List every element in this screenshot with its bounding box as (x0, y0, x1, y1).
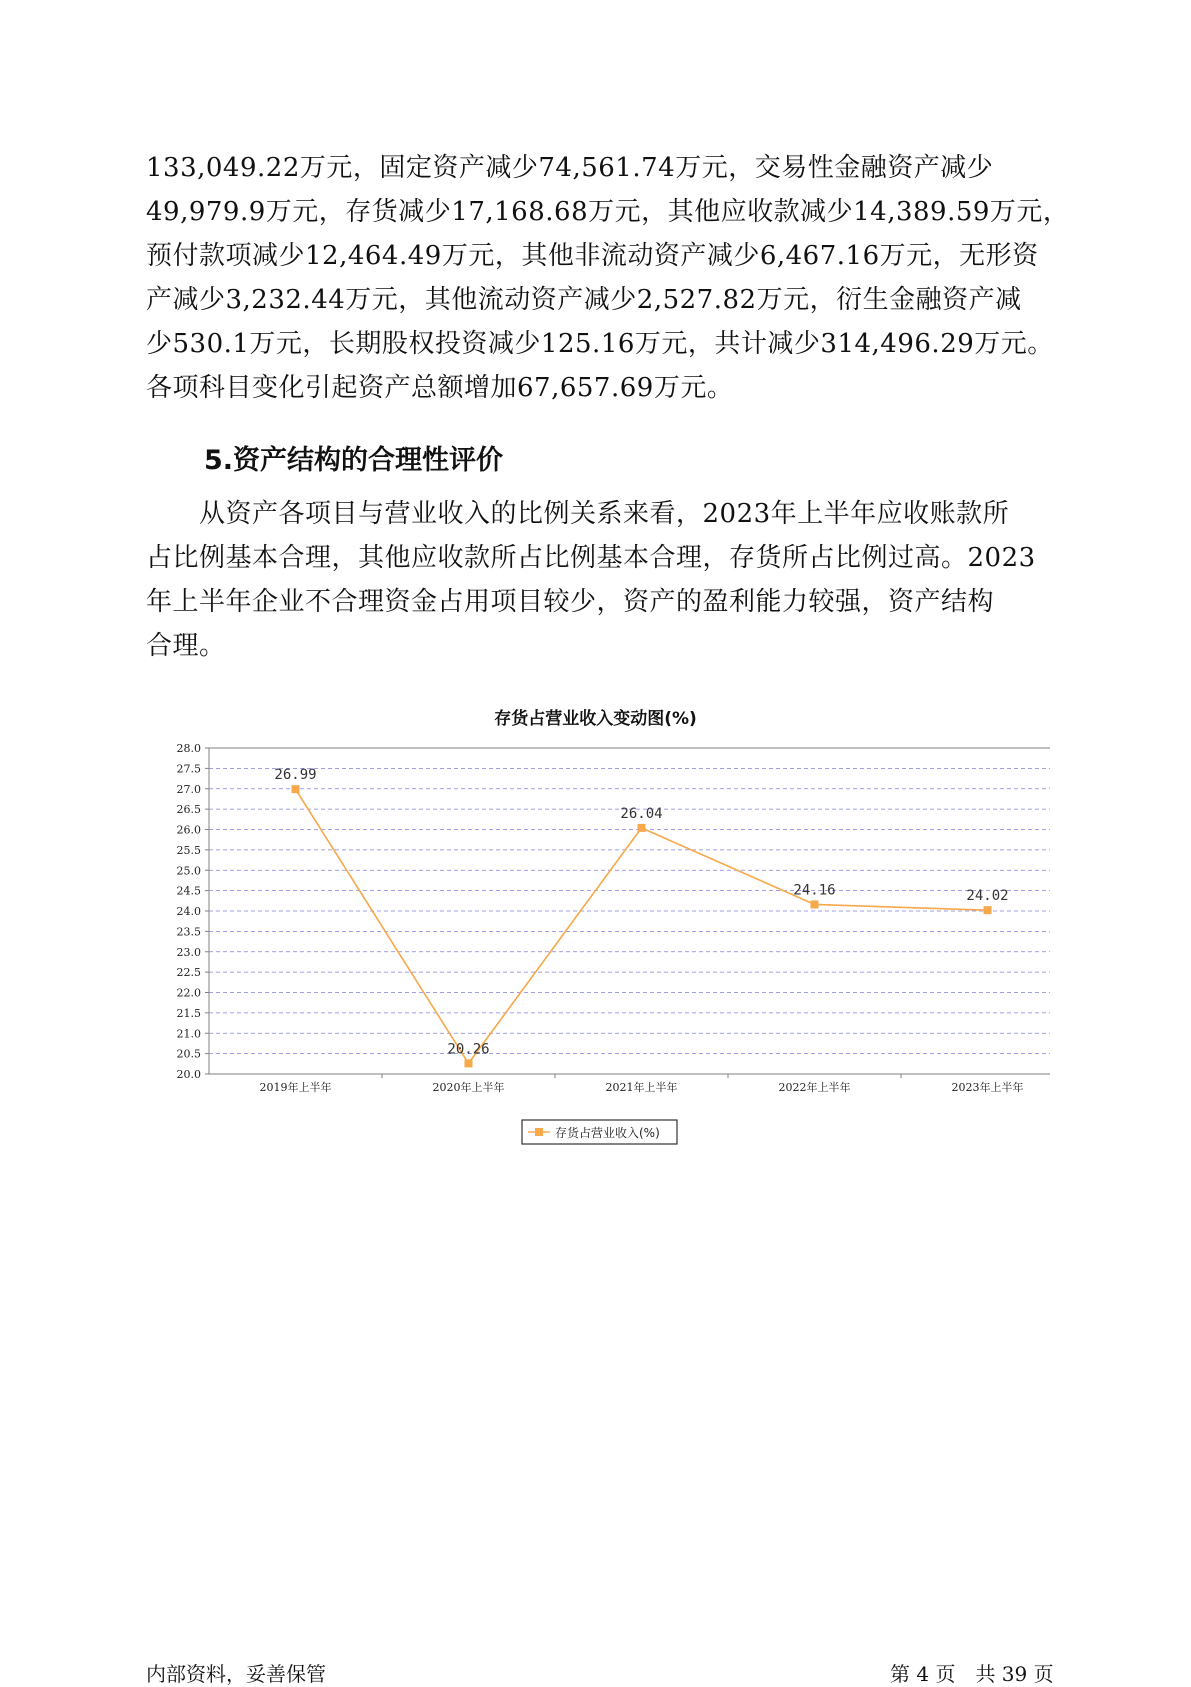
y-tick-label: 22.0 (176, 986, 201, 1000)
footer-page-number: 第 4 页 共 39 页 (890, 1662, 1054, 1686)
data-label: 24.02 (966, 888, 1009, 905)
text-line: 49,979.9万元，存货减少17,168.68万元，其他应收款减少14,389.59万元， (146, 197, 1070, 227)
legend-label: 存货占营业收入(%) (555, 1126, 660, 1140)
text-line: 少530.1万元，长期股权投资减少125.16万元，共计减少314,496.29万元。 (146, 329, 1054, 359)
x-tick-label: 2019年上半年 (259, 1081, 332, 1094)
text-line: 133,049.22万元，固定资产减少74,561.74万元，交易性金融资产减少 (146, 153, 994, 183)
text-line: 合理。 (146, 631, 226, 661)
y-tick-label: 23.0 (176, 945, 201, 959)
text-line: 从资产各项目与营业收入的比例关系来看，2023年上半年应收账款所 (146, 499, 1010, 529)
text-line: 各项科目变化引起资产总额增加67,657.69万元。 (146, 373, 734, 403)
x-tick-label: 2021年上半年 (605, 1081, 678, 1094)
data-point (811, 900, 819, 908)
data-point (638, 824, 646, 832)
paragraph-asset-changes (146, 146, 1070, 410)
y-tick-label: 27.5 (176, 762, 201, 776)
y-tick-label: 25.5 (176, 843, 201, 857)
chart-title: 存货占营业收入变动图(%) (494, 709, 697, 729)
text-line: 占比例基本合理，其他应收款所占比例基本合理，存货所占比例过高。2023 (146, 543, 1036, 573)
data-label: 26.04 (620, 805, 663, 822)
data-label: 24.16 (793, 882, 836, 899)
text-line: 产减少3,232.44万元，其他流动资产减少2,527.82万元，衍生金融资产减 (146, 285, 1022, 315)
x-tick-label: 2022年上半年 (778, 1081, 851, 1094)
y-tick-label: 26.0 (176, 823, 201, 837)
y-tick-label: 20.0 (176, 1068, 201, 1081)
y-tick-label: 26.5 (176, 803, 201, 817)
y-tick-label: 27.0 (176, 782, 201, 796)
data-label: 26.99 (274, 767, 317, 784)
section-heading: 5.资产结构的合理性评价 (204, 445, 504, 476)
y-tick-label: 28.0 (176, 742, 201, 755)
data-point (984, 906, 992, 914)
y-tick-label: 24.5 (176, 884, 201, 898)
y-tick-label: 20.5 (176, 1047, 201, 1061)
x-tick-label: 2023年上半年 (951, 1081, 1024, 1094)
footer-confidential: 内部资料，妥善保管 (146, 1662, 326, 1686)
paragraph-structure-evaluation (146, 492, 1046, 668)
inventory-ratio-line-chart (150, 725, 1050, 1155)
data-point (292, 785, 300, 793)
y-tick-label: 21.5 (176, 1006, 201, 1020)
data-point (465, 1059, 473, 1067)
data-label: 20.26 (447, 1041, 490, 1058)
y-tick-label: 21.0 (176, 1027, 201, 1041)
text-line: 年上半年企业不合理资金占用项目较少，资产的盈利能力较强，资产结构 (146, 587, 995, 617)
y-tick-label: 22.5 (176, 966, 201, 980)
y-tick-label: 23.5 (176, 925, 201, 939)
y-tick-label: 24.0 (176, 905, 201, 918)
legend-marker (535, 1128, 543, 1136)
y-tick-label: 25.0 (176, 864, 201, 878)
text-line: 预付款项减少12,464.49万元，其他非流动资产减少6,467.16万元，无形资 (146, 241, 1039, 271)
x-tick-label: 2020年上半年 (432, 1081, 505, 1094)
